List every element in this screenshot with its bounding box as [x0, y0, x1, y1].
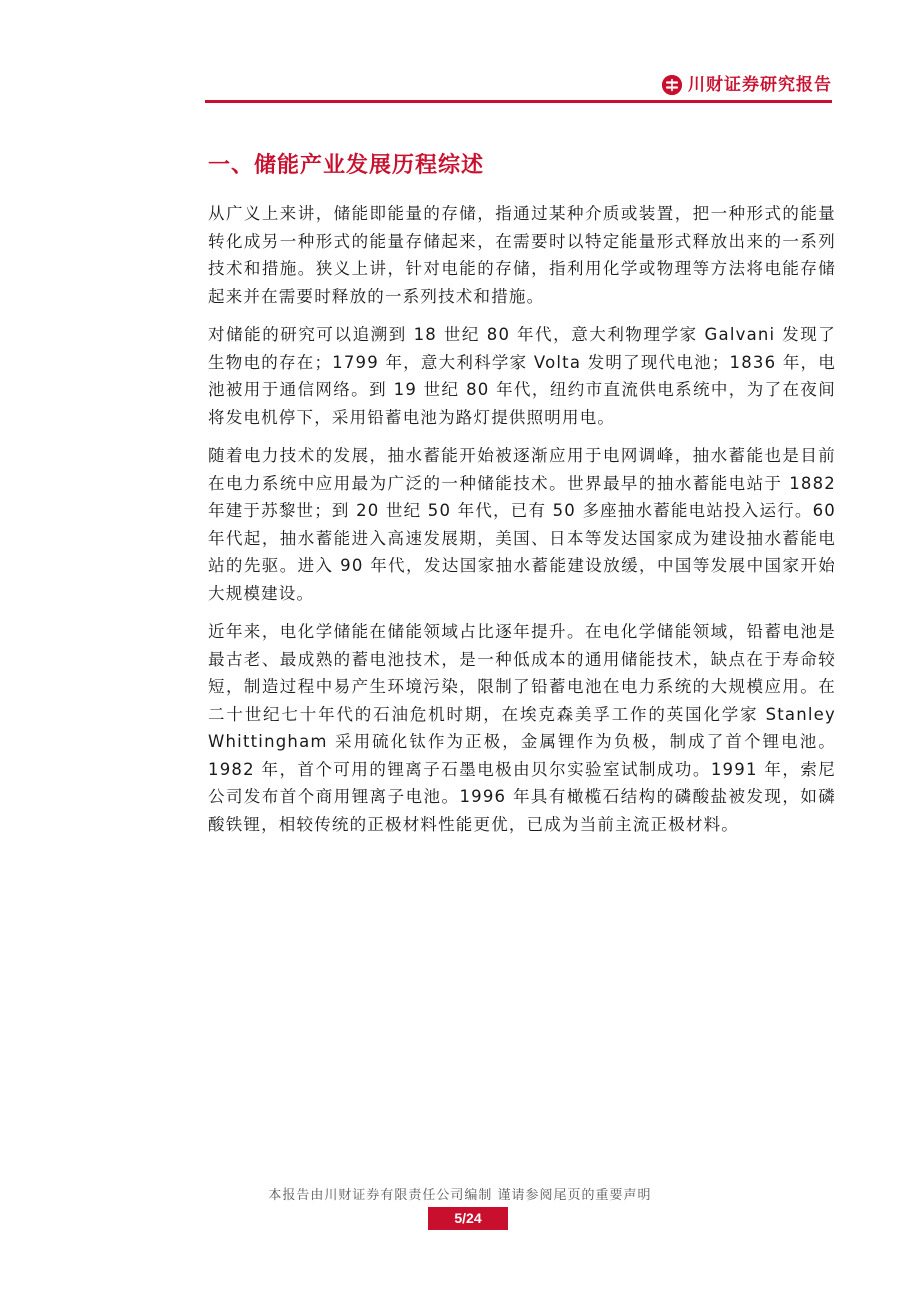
header-divider: [205, 100, 832, 103]
page-number: 5/24: [428, 1207, 508, 1230]
brand: [662, 75, 832, 95]
body-text: [208, 200, 836, 849]
brand-name: 川财证券研究报告: [688, 75, 832, 95]
paragraph-pumped-storage: 随着电力技术的发展，抽水蓄能开始被逐渐应用于电网调峰，抽水蓄能也是目前在电力系统中应用最为广泛的一种储能技术。世界最早的抽水蓄能电站于 1882 年建于苏黎世；到 20 世纪 50 年代，已有 50 多座抽水蓄能电站投入运行。60 年代起，抽水蓄能进入高速发展期，美国、日本等发达国家成为建设抽水蓄能电站的先驱。进入 90 年代，发达国家抽水蓄能建设放缓，中国等发展中国家开始大规模建设。: [208, 446, 836, 603]
section-title: 一、储能产业发展历程综述: [208, 153, 485, 178]
paragraph-electrochemical: 近年来，电化学储能在储能领域占比逐年提升。在电化学储能领域，铅蓄电池是最古老、最成熟的蓄电池技术，是一种低成本的通用储能技术，缺点在于寿命较短，制造过程中易产生环境污染，限制了铅蓄电池在电力系统的大规模应用。在二十世纪七十年代的石油危机时期，在埃克森美孚工作的英国化学家 Stanley Whittingham 采用硫化钛作为正极，金属锂作为负极，制成了首个锂电池。1982 年，首个可用的锂离子石墨电极由贝尔实验室试制成功。1991 年，索尼公司发布首个商用锂离子电池。1996 年具有橄榄石结构的磷酸盐被发现，如磷酸铁锂，相较传统的正极材料性能更优，已成为当前主流正极材料。: [208, 622, 836, 834]
paragraph-early-history: 对储能的研究可以追溯到 18 世纪 80 年代，意大利物理学家 Galvani 发现了生物电的存在；1799 年，意大利科学家 Volta 发明了现代电池；1836 年，电池被用于通信网络。到 19 世纪 80 年代，纽约市直流供电系统中，为了在夜间将发电机停下，采用铅蓄电池为路灯提供照明用电。: [208, 325, 836, 427]
footer-disclaimer: 本报告由川财证券有限责任公司编制 谨请参阅尾页的重要声明: [268, 1188, 652, 1203]
page-header: [0, 0, 920, 110]
paragraph-definition: 从广义上来讲，储能即能量的存储，指通过某种介质或装置，把一种形式的能量转化成另一种形式的能量存储起来，在需要时以特定能量形式释放出来的一系列技术和措施。狭义上讲，针对电能的存储，指利用化学或物理等方法将电能存储起来并在需要时释放的一系列技术和措施。: [208, 204, 836, 306]
chuancai-logo-icon: [662, 75, 682, 95]
